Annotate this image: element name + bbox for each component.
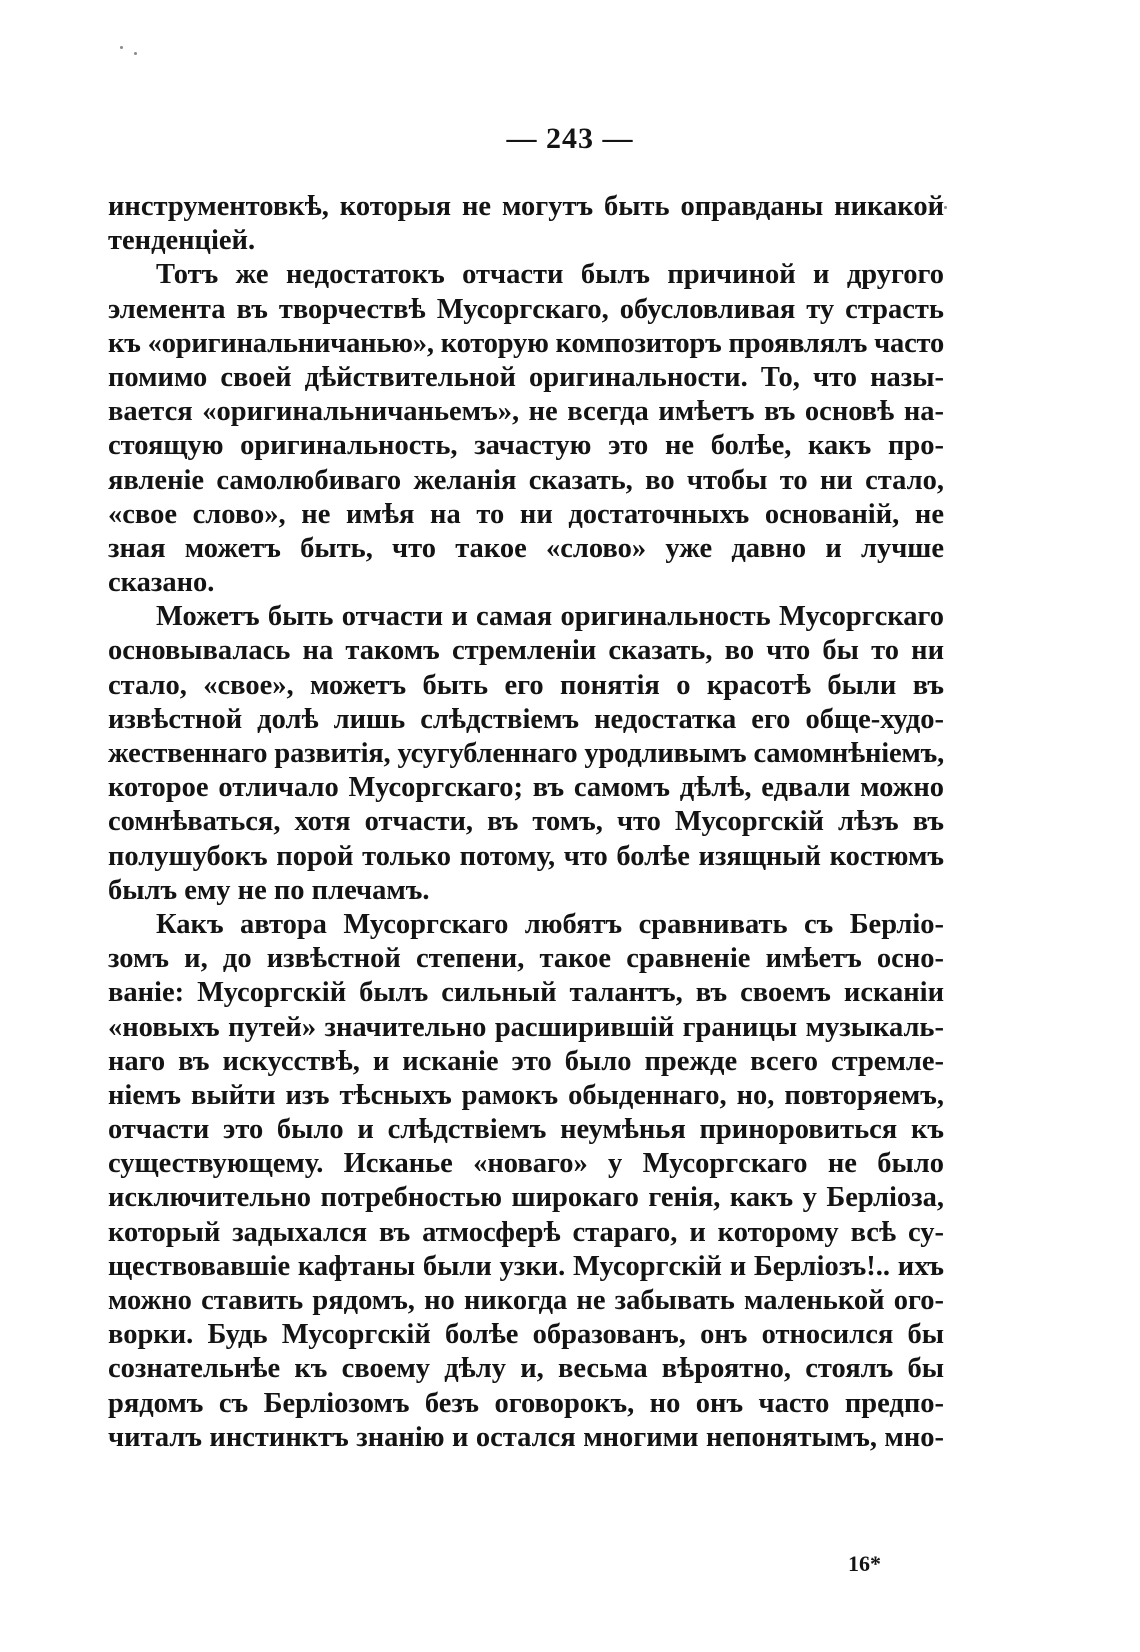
text-line: сознательнѣе къ своему дѣлу и, весьма вѣроятно, стоялъ бы [108, 1353, 944, 1385]
text-line: явленіе самолюбиваго желанія сказать, во чтобы то ни стало, [108, 464, 944, 496]
text-line: ществовавшіе кафтаны были узки. Мусоргскій и Берліозъ!.. ихъ [108, 1250, 944, 1282]
text-line: читалъ инстинктъ знанію и остался многими непонятымъ, мно- [108, 1421, 944, 1453]
text-line: Тотъ же недостатокъ отчасти былъ причиной и другого [156, 259, 944, 291]
text-line: ваніе: Мусоргскій былъ сильный талантъ, въ своемъ исканіи [108, 977, 944, 1009]
text-line: тенденціей. [108, 225, 256, 257]
text-line: инструментовкѣ, которыя не могутъ быть оправданы никакой [108, 191, 944, 222]
text-line: зомъ и, до извѣстной степени, такое сравненіе имѣетъ осно- [108, 943, 944, 975]
text-line: наго въ искусствѣ, и исканіе это было прежде всего стремле- [108, 1045, 944, 1077]
text-line: вается «оригинальничаньемъ», не всегда имѣетъ въ основѣ на- [108, 396, 944, 428]
text-line: былъ ему не по плечамъ. [108, 874, 430, 906]
text-line: отчасти это было и слѣдствіемъ неумѣнья приноровиться къ [108, 1114, 944, 1146]
page-number: — 243 — [506, 122, 634, 155]
print-speck [134, 52, 137, 55]
text-line: рядомъ съ Берліозомъ безъ оговорокъ, но онъ часто предпо- [108, 1387, 944, 1419]
signature-mark: 16* [848, 1551, 881, 1576]
text-line: ворки. Будь Мусоргскій болѣе образованъ, онъ относился бы [108, 1319, 944, 1351]
text-line: «новыхъ путей» значительно расширившій границы музыкаль- [108, 1011, 944, 1043]
text-line: который задыхался въ атмосферѣ стараго, и которому всѣ су- [108, 1216, 944, 1248]
text-line: зная можетъ быть, что такое «слово» уже давно и лучше [108, 532, 944, 564]
print-speck [120, 46, 123, 49]
text-line: стоящую оригинальность, зачастую это не болѣе, какъ про- [108, 430, 944, 462]
text-line: существующему. Исканье «новаго» у Мусоргскаго не было [108, 1148, 944, 1180]
text-line: элемента въ творчествѣ Мусоргскаго, обусловливая ту страсть [108, 293, 944, 325]
text-line: помимо своей дѣйствительной оригинальности. То, что назы- [108, 361, 944, 393]
text-line: полушубокъ порой только потому, что болѣе изящный костюмъ [108, 840, 944, 872]
text-line: основывалась на такомъ стремленіи сказать, во что бы то ни [108, 635, 944, 667]
text-line: стало, «свое», можетъ быть его понятія о красотѣ были въ [108, 669, 944, 701]
text-line: къ «оригинальничанью», которую композиторъ проявлялъ часто [108, 327, 944, 359]
print-speck [944, 206, 947, 209]
text-line: можно ставить рядомъ, но никогда не забывать маленькой ого- [108, 1285, 944, 1316]
text-line: извѣстной долѣ лишь слѣдствіемъ недостатка его обще-худо- [108, 703, 944, 735]
text-line: «свое слово», не имѣя на то ни достаточныхъ основаній, не [108, 498, 944, 530]
body-text [108, 190, 944, 1455]
text-line: Можетъ быть отчасти и самая оригинальность Мусоргскаго [156, 601, 944, 633]
text-line: ніемъ выйти изъ тѣсныхъ рамокъ обыденнаго, но, повторяемъ, [108, 1079, 944, 1111]
text-line: исключительно потребностью широкаго генія, какъ у Берліоза, [108, 1182, 944, 1214]
text-line: Какъ автора Мусоргскаго любятъ сравнивать съ Берліо- [156, 908, 944, 940]
text-line: сомнѣваться, хотя отчасти, въ томъ, что Мусоргскій лѣзъ въ [108, 806, 944, 838]
text-line: которое отличало Мусоргскаго; въ самомъ дѣлѣ, едвали можно [108, 772, 944, 804]
text-line: сказано. [108, 567, 215, 599]
text-line: жественнаго развитія, усугубленнаго уродливымъ самомнѣніемъ, [108, 738, 944, 769]
